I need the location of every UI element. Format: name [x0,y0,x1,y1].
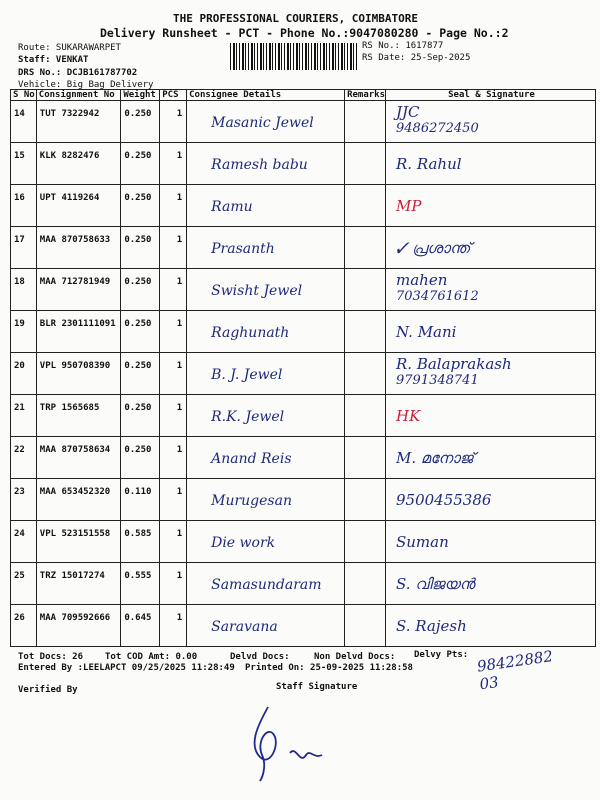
pcs-cell [160,605,187,647]
consignment-cell [36,227,121,269]
weight-cell [121,437,160,479]
remarks-cell [345,185,386,227]
consignment-cell-text: KLK 8282476 [39,151,100,161]
sno-cell-text: 21 [14,403,25,413]
printed-on: Printed On: 25-09-2025 11:28:58 [245,663,413,673]
consignee-name: Swisht Jewel [211,283,303,299]
pcs-cell [160,269,187,311]
consignee-name: Die work [211,535,276,551]
remarks-cell [345,143,386,185]
weight-cell-text: 0.250 [124,109,152,119]
signature-cell [386,143,596,185]
pcs-cell-text: 1 [176,277,183,287]
pcs-cell [160,353,187,395]
sno-cell-text: 16 [14,193,25,203]
consignee-name: Raghunath [211,325,290,341]
signature-text: MP [396,197,422,215]
signature-cell [386,101,596,143]
sno-cell [11,479,37,521]
pcs-cell-text: 1 [176,487,183,497]
col-sno: S No [11,90,37,101]
consignment-cell-text: VPL 523151558 [39,529,111,539]
signature-text: 9500455386 [396,491,492,509]
sno-cell-text: 20 [14,361,25,371]
weight-cell-text: 0.250 [124,361,152,371]
pcs-cell [160,395,187,437]
remarks-cell [345,269,386,311]
remarks-cell [345,311,386,353]
table-row [11,605,596,647]
pcs-cell-text: 1 [176,571,183,581]
verified-by: Verified By [18,685,78,695]
consignee-cell [187,395,345,437]
table-row [11,395,596,437]
consignment-cell-text: BLR 2301111091 [39,319,116,329]
weight-cell-text: 0.250 [124,235,152,245]
remarks-cell [345,479,386,521]
rs-date: RS Date: 25-Sep-2025 [362,53,471,63]
sno-cell-text: 18 [14,277,25,287]
sno-cell [11,437,37,479]
sno-cell [11,395,37,437]
consignee-cell [187,269,345,311]
weight-cell [121,563,160,605]
handwritten-number: 9842288203 [475,647,555,694]
remarks-cell [345,437,386,479]
weight-cell-text: 0.250 [124,403,152,413]
rs-number: RS No.: 1617877 [362,41,444,51]
company-title: THE PROFESSIONAL COURIERS, COIMBATORE [173,12,419,25]
signature-cell [386,479,596,521]
weight-cell-text: 0.585 [124,529,152,539]
consignee-cell [187,605,345,647]
pcs-cell-text: 1 [176,193,183,203]
table-row [11,521,596,563]
consignment-cell-text: MAA 709592666 [39,613,111,623]
weight-cell [121,143,160,185]
weight-cell [121,605,160,647]
table-row [11,563,596,605]
col-seal-signature: Seal & Signature [386,90,596,101]
consignment-cell [36,143,121,185]
pcs-cell [160,563,187,605]
signature-cell [386,437,596,479]
weight-cell [121,353,160,395]
col-consignment: Consignment No [36,90,121,101]
consignee-cell [187,437,345,479]
col-consignee: Consignee Details [187,90,345,101]
signature-cell [386,395,596,437]
sno-cell-text: 23 [14,487,25,497]
col-remarks: Remarks [345,90,386,101]
col-pcs: PCS [160,90,187,101]
consignment-cell [36,605,121,647]
weight-cell-text: 0.250 [124,151,152,161]
consignee-cell [187,311,345,353]
signature-phone: 7034761612 [396,289,479,304]
runsheet-table [10,89,596,647]
pcs-cell [160,101,187,143]
remarks-cell [345,563,386,605]
sno-cell-text: 15 [14,151,25,161]
staff-signature-scribble [240,695,360,785]
sno-cell-text: 26 [14,613,25,623]
signature-text: S. Rajesh [396,617,467,635]
consignment-cell [36,311,121,353]
signature-cell [386,605,596,647]
pcs-cell [160,143,187,185]
signature-phone: 9486272450 [396,121,479,136]
pcs-cell-text: 1 [176,109,183,119]
consignment-cell [36,437,121,479]
consignment-cell [36,521,121,563]
remarks-cell [345,353,386,395]
consignee-cell [187,143,345,185]
consignee-name: Anand Reis [211,451,292,467]
vehicle-label: Vehicle: Big Bag Delivery [18,80,154,90]
consignment-cell-text: TRP 1565685 [39,403,100,413]
consignment-cell-text: MAA 870758634 [39,445,111,455]
remarks-cell [345,395,386,437]
pcs-cell [160,437,187,479]
consignment-cell [36,269,121,311]
consignee-name: Murugesan [211,493,292,509]
sno-cell [11,521,37,563]
weight-cell [121,479,160,521]
consignment-cell-text: TUT 7322942 [39,109,100,119]
weight-cell [121,521,160,563]
weight-cell-text: 0.110 [124,487,152,497]
pcs-cell [160,479,187,521]
signature-text: R. Rahul [396,155,462,173]
consignment-cell [36,101,121,143]
col-weight: Weight [121,90,160,101]
signature-text: JJC [396,103,420,121]
drs-number: DRS No.: DCJB161787702 [18,68,138,78]
runsheet-title: Delivery Runsheet - PCT - Phone No.:9047080280 - Page No.:2 [100,26,509,40]
consignee-name: Ramesh babu [211,157,308,173]
consignment-cell [36,395,121,437]
pcs-cell-text: 1 [176,151,183,161]
signature-cell [386,311,596,353]
consignment-cell-text: TRZ 15017274 [39,571,105,581]
table-row [11,479,596,521]
pcs-cell-text: 1 [176,403,183,413]
table-row [11,227,596,269]
signature-text: R. Balaprakash [396,355,512,373]
tot-docs: Tot Docs: 26 [18,652,84,662]
delvy-pts: Delvy Pts: [414,650,469,660]
consignment-cell-text: MAA 870758633 [39,235,111,245]
consignment-cell-text: MAA 712781949 [39,277,111,287]
consignment-cell-text: UPT 4119264 [39,193,100,203]
table-header [11,90,596,101]
weight-cell-text: 0.250 [124,319,152,329]
table-row [11,311,596,353]
weight-cell-text: 0.645 [124,613,152,623]
route-label: Route: SUKARAWARPET [18,43,121,53]
consignee-name: B. J. Jewel [211,367,283,383]
staff-label: Staff: VENKAT [18,55,89,65]
signature-text: mahen [396,271,448,289]
sno-cell [11,311,37,353]
consignee-cell [187,185,345,227]
table-row [11,143,596,185]
sno-cell [11,269,37,311]
entered-by: Entered By :LEELAPCT 09/25/2025 11:28:49 [18,663,235,673]
consignee-cell [187,101,345,143]
signature-text: N. Mani [396,323,457,341]
signature-cell [386,353,596,395]
pcs-cell [160,521,187,563]
consignee-name: Ramu [211,199,253,215]
table-row [11,437,596,479]
consignee-name: Prasanth [211,241,275,257]
consignment-cell [36,563,121,605]
sno-cell [11,563,37,605]
weight-cell [121,185,160,227]
weight-cell-text: 0.250 [124,193,152,203]
consignee-cell [187,563,345,605]
weight-cell [121,227,160,269]
pcs-cell-text: 1 [176,529,183,539]
weight-cell-text: 0.250 [124,277,152,287]
sno-cell [11,101,37,143]
signature-cell [386,227,596,269]
remarks-cell [345,101,386,143]
sno-cell-text: 22 [14,445,25,455]
consignee-name: Masanic Jewel [211,115,314,131]
signature-text: S. വിജയൻ [396,575,475,593]
signature-text: HK [396,407,421,425]
remarks-cell [345,521,386,563]
consignee-cell [187,479,345,521]
cod-amount: Tot COD Amt: 0.00 [105,652,198,662]
consignment-cell-text: VPL 950708390 [39,361,111,371]
signature-cell [386,185,596,227]
delvd-docs: Delvd Docs: [230,652,290,662]
signature-phone: 9791348741 [396,373,479,388]
signature-text: M. മനോജ് [396,449,474,467]
sno-cell-text: 24 [14,529,25,539]
table-row [11,101,596,143]
staff-signature-label: Staff Signature [276,682,358,692]
consignee-name: Saravana [211,619,278,635]
barcode [230,43,357,70]
pcs-cell-text: 1 [176,445,183,455]
weight-cell [121,269,160,311]
sno-cell [11,143,37,185]
signature-cell [386,521,596,563]
weight-cell [121,311,160,353]
pcs-cell-text: 1 [176,361,183,371]
pcs-cell-text: 1 [176,319,183,329]
signature-text: ✓ പ്രശാന്ത് [396,239,471,257]
sno-cell-text: 19 [14,319,25,329]
sno-cell [11,227,37,269]
signature-cell [386,563,596,605]
weight-cell [121,101,160,143]
weight-cell-text: 0.555 [124,571,152,581]
table-row [11,269,596,311]
weight-cell-text: 0.250 [124,445,152,455]
pcs-cell-text: 1 [176,235,183,245]
consignee-cell [187,521,345,563]
sno-cell [11,353,37,395]
consignment-cell [36,479,121,521]
signature-cell [386,269,596,311]
signature-text: Suman [396,533,449,551]
remarks-cell [345,227,386,269]
pcs-cell-text: 1 [176,613,183,623]
remarks-cell [345,605,386,647]
weight-cell [121,395,160,437]
consignee-cell [187,353,345,395]
sno-cell [11,605,37,647]
table-row [11,353,596,395]
sno-cell-text: 14 [14,109,25,119]
consignee-name: R.K. Jewel [211,409,285,425]
pcs-cell [160,185,187,227]
consignment-cell [36,185,121,227]
consignee-name: Samasundaram [211,577,322,593]
non-delvd-docs: Non Delvd Docs: [314,652,396,662]
sno-cell [11,185,37,227]
sno-cell-text: 17 [14,235,25,245]
sno-cell-text: 25 [14,571,25,581]
consignment-cell-text: MAA 653452320 [39,487,111,497]
table-row [11,185,596,227]
consignee-cell [187,227,345,269]
pcs-cell [160,311,187,353]
pcs-cell [160,227,187,269]
consignment-cell [36,353,121,395]
